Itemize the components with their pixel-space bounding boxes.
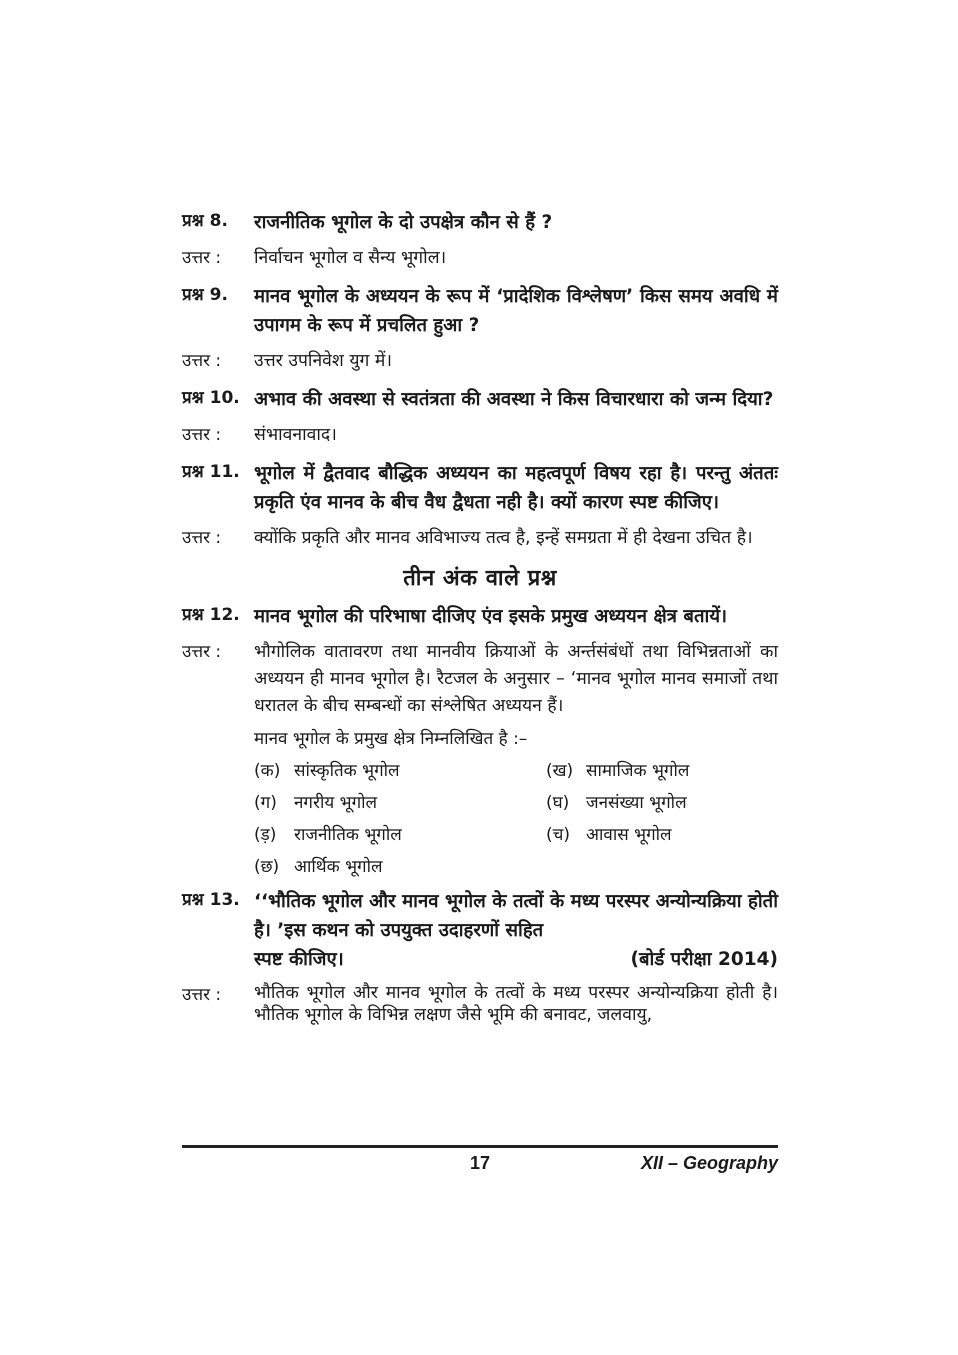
answer-13 xyxy=(182,982,778,1026)
question-8 xyxy=(182,208,778,237)
answer-9 xyxy=(182,348,778,375)
option-mark: (ख) xyxy=(546,761,574,781)
option-mark: (क) xyxy=(254,761,281,781)
answer-12-intro: मानव भूगोल के प्रमुख क्षेत्र निम्नलिखित है :– xyxy=(254,729,528,749)
question-label: प्रश्न 13. xyxy=(182,890,240,910)
option-mark: (च) xyxy=(546,825,571,845)
option-item xyxy=(546,757,796,785)
question-text: राजनीतिक भूगोल के दो उपक्षेत्र कौन से हैं ? xyxy=(254,212,553,233)
answer-11 xyxy=(182,525,778,552)
options-grid xyxy=(254,757,778,881)
option-mark: (घ) xyxy=(546,793,570,813)
option-mark: (छ) xyxy=(254,857,280,877)
answer-label: उत्तर : xyxy=(182,351,222,371)
option-text: राजनीतिक भूगोल xyxy=(294,825,402,845)
answer-text: भौतिक भूगोल और मानव भूगोल के तत्वों के मध्य परस्पर अन्योन्यक्रिया होती है। भौतिक भूगोल के विभिन्न लक्षण जैसे भूमि की बनावट, जलवायु, xyxy=(254,983,778,1025)
option-text: जनसंख्या भूगोल xyxy=(586,793,687,813)
question-text: मानव भूगोल के अध्ययन के रूप में ‘प्रादेशिक विश्लेषण’ किस समय अवधि में उपागम के रूप में प्रचलित हुआ ? xyxy=(254,286,778,336)
answer-text: क्योंकि प्रकृति और मानव अविभाज्य तत्व है, इन्हें समग्रता में ही देखना उचित है। xyxy=(254,528,753,548)
option-text: सामाजिक भूगोल xyxy=(586,761,690,781)
option-item xyxy=(546,821,796,849)
option-item xyxy=(254,853,546,881)
question-label: प्रश्न 8. xyxy=(182,211,228,231)
option-text: आर्थिक भूगोल xyxy=(294,857,383,877)
answer-text: उत्तर उपनिवेश युग में। xyxy=(254,351,393,371)
answer-10 xyxy=(182,422,778,449)
answer-text: भौगोलिक वातावरण तथा मानवीय क्रियाओं के अर्न्तसंबंधों तथा विभिन्नताओं का अध्ययन ही मानव भूगोल है। रैटजल के अनुसार – ‘मानव भूगोल मानव समाजों तथा धरातल के बीच सम्बन्धों का संश्लेषित अध्ययन हैं। xyxy=(254,642,778,716)
option-item xyxy=(254,821,546,849)
option-mark: (ग) xyxy=(254,793,277,813)
question-text: अभाव की अवस्था से स्वतंत्रता की अवस्था ने किस विचारधारा को जन्म दिया? xyxy=(254,389,774,410)
answer-label: उत्तर : xyxy=(182,425,222,445)
option-item xyxy=(254,789,546,817)
question-text: भूगोल में द्वैतवाद बौद्धिक अध्ययन का महत्वपूर्ण विषय रहा है। परन्तु अंततः प्रकृति एंव मानव के बीच वैध द्वैधता नही है। क्यों कारण स्पष्ट कीजिए। xyxy=(254,463,778,513)
page-number: 17 xyxy=(470,1153,491,1173)
question-text: ‘‘भौतिक भूगोल और मानव भूगोल के तत्वों के मध्य परस्पर अन्योन्यक्रिया होती है। ’इस कथन को उपयुक्त उदाहरणों सहित xyxy=(254,891,778,941)
page-content xyxy=(182,208,778,1036)
option-mark: (ड़) xyxy=(254,825,277,845)
answer-8 xyxy=(182,245,778,272)
option-text: आवास भूगोल xyxy=(586,825,672,845)
course-title: XII – Geography xyxy=(640,1153,778,1173)
answer-label: उत्तर : xyxy=(182,642,222,662)
footer-divider xyxy=(182,1145,778,1148)
option-text: सांस्कृतिक भूगोल xyxy=(294,761,400,781)
question-9 xyxy=(182,282,778,340)
answer-label: उत्तर : xyxy=(182,985,222,1005)
question-13 xyxy=(182,887,778,974)
answer-12 xyxy=(182,639,778,720)
question-12 xyxy=(182,602,778,631)
answer-text: निर्वाचन भूगोल व सैन्य भूगोल। xyxy=(254,248,447,268)
question-label: प्रश्न 12. xyxy=(182,605,240,625)
answer-label: उत्तर : xyxy=(182,248,222,268)
question-11 xyxy=(182,459,778,517)
question-10 xyxy=(182,385,778,414)
answer-text: संभावनावाद। xyxy=(254,425,337,445)
option-text: नगरीय भूगोल xyxy=(294,793,378,813)
question-last-line xyxy=(254,945,778,974)
question-label: प्रश्न 10. xyxy=(182,388,240,408)
question-body xyxy=(254,887,778,974)
question-label: प्रश्न 11. xyxy=(182,462,240,482)
board-exam-tag: (बोर्ड परीक्षा 2014) xyxy=(630,949,778,970)
question-text: मानव भूगोल की परिभाषा दीजिए एंव इसके प्रमुख अध्ययन क्षेत्र बतायें। xyxy=(254,606,728,627)
question-text-end: स्पष्ट कीजिए। xyxy=(254,949,344,970)
section-title: तीन अंक वाले प्रश्न xyxy=(403,566,557,591)
option-item xyxy=(254,757,546,785)
question-label: प्रश्न 9. xyxy=(182,285,228,305)
option-item xyxy=(546,789,796,817)
answer-label: उत्तर : xyxy=(182,528,222,548)
